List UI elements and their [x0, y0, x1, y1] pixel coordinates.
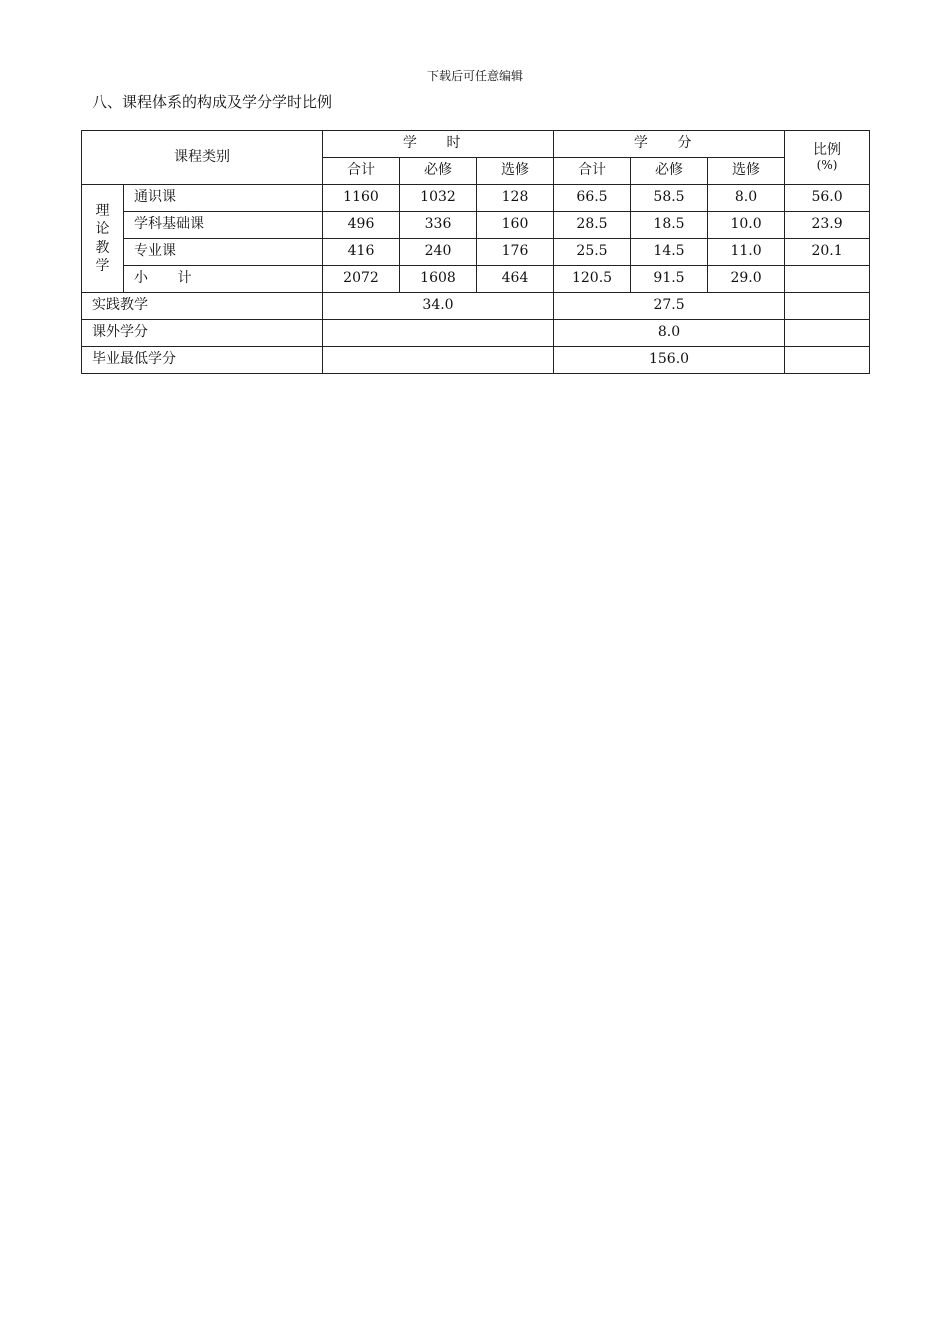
practice-credits: 27.5: [554, 293, 785, 320]
graduation-credits: 156.0: [554, 347, 785, 374]
ratio-cell: [785, 347, 870, 374]
practice-row: [82, 293, 870, 320]
practice-label: 实践教学: [82, 293, 323, 320]
hours-elective-header: 选修: [477, 158, 554, 185]
hours-elective-cell: 176: [477, 239, 554, 266]
hours-total-cell: 2072: [323, 266, 400, 293]
extracurricular-row: [82, 320, 870, 347]
credits-total-header: 合计: [554, 158, 631, 185]
hours-required-header: 必修: [400, 158, 477, 185]
ratio-header: [785, 131, 870, 185]
extracurricular-label: 课外学分: [82, 320, 323, 347]
credits-required-cell: 58.5: [631, 185, 708, 212]
section-title: 八、课程体系的构成及学分学时比例: [92, 93, 333, 111]
credits-required-header: 必修: [631, 158, 708, 185]
graduation-label: 毕业最低学分: [82, 347, 323, 374]
row-name: 专业课: [124, 239, 323, 266]
extracurricular-credits: 8.0: [554, 320, 785, 347]
graduation-hours: [323, 347, 554, 374]
ratio-cell: 20.1: [785, 239, 870, 266]
subtotal-row: [82, 266, 870, 293]
practice-hours: 34.0: [323, 293, 554, 320]
ratio-cell: [785, 266, 870, 293]
course-structure-table: [81, 130, 870, 374]
credits-elective-cell: 29.0: [708, 266, 785, 293]
ratio-cell: 56.0: [785, 185, 870, 212]
table-row: [82, 239, 870, 266]
hours-total-cell: 496: [323, 212, 400, 239]
credits-elective-cell: 10.0: [708, 212, 785, 239]
ratio-cell: [785, 293, 870, 320]
row-name: 小 计: [124, 266, 323, 293]
credits-total-cell: 25.5: [554, 239, 631, 266]
extracurricular-hours: [323, 320, 554, 347]
ratio-label: 比例: [813, 142, 842, 159]
credits-total-cell: 120.5: [554, 266, 631, 293]
ratio-unit: (%): [816, 157, 838, 172]
theory-group-label: 理论教学: [82, 185, 124, 293]
table-row: [82, 185, 870, 212]
hours-required-cell: 1608: [400, 266, 477, 293]
row-name: 通识课: [124, 185, 323, 212]
credits-total-cell: 66.5: [554, 185, 631, 212]
graduation-row: [82, 347, 870, 374]
ratio-cell: 23.9: [785, 212, 870, 239]
hours-elective-cell: 160: [477, 212, 554, 239]
hours-total-cell: 1160: [323, 185, 400, 212]
credits-header: 学 分: [554, 131, 785, 158]
category-header: 课程类别: [82, 131, 323, 185]
ratio-cell: [785, 320, 870, 347]
credits-required-cell: 18.5: [631, 212, 708, 239]
hours-total-cell: 416: [323, 239, 400, 266]
table-row: [82, 212, 870, 239]
credits-elective-header: 选修: [708, 158, 785, 185]
credits-elective-cell: 11.0: [708, 239, 785, 266]
hours-elective-cell: 128: [477, 185, 554, 212]
hours-required-cell: 336: [400, 212, 477, 239]
hours-header: 学 时: [323, 131, 554, 158]
hours-required-cell: 240: [400, 239, 477, 266]
hours-elective-cell: 464: [477, 266, 554, 293]
row-name: 学科基础课: [124, 212, 323, 239]
hours-required-cell: 1032: [400, 185, 477, 212]
hours-total-header: 合计: [323, 158, 400, 185]
credits-total-cell: 28.5: [554, 212, 631, 239]
header-row-1: [82, 131, 870, 158]
credits-required-cell: 14.5: [631, 239, 708, 266]
credits-required-cell: 91.5: [631, 266, 708, 293]
credits-elective-cell: 8.0: [708, 185, 785, 212]
page-header: 下载后可任意编辑: [426, 69, 523, 83]
